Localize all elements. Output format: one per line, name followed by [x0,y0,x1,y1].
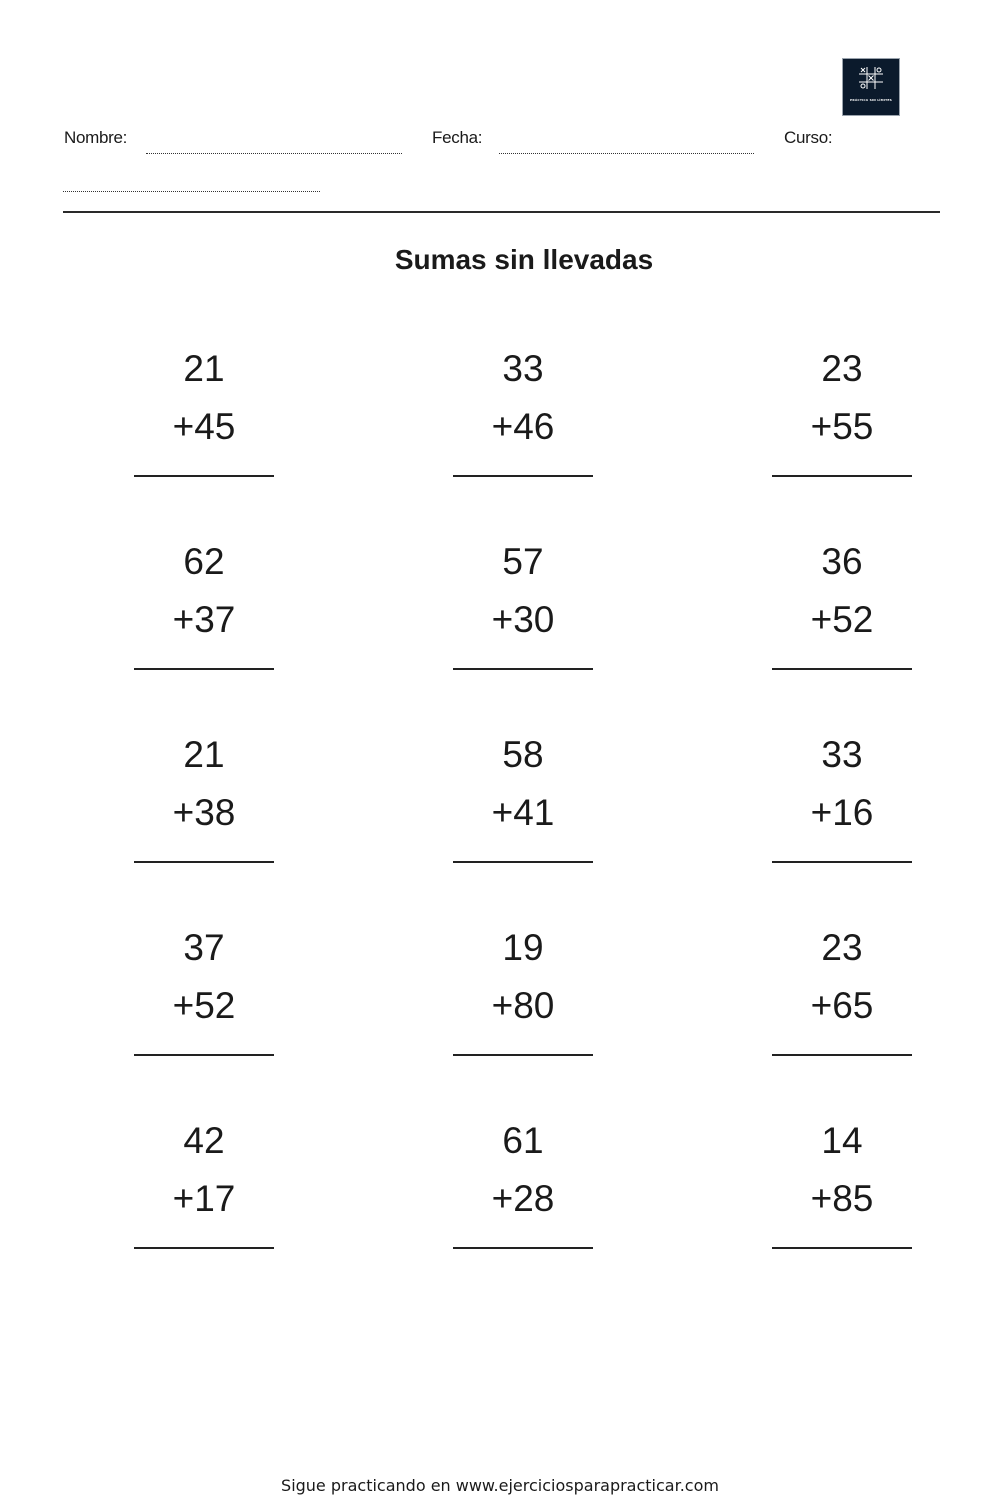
second-addend: +28 [491,1178,555,1219]
answer-line[interactable] [772,861,912,863]
name-field-line[interactable] [146,153,402,154]
answer-line[interactable] [772,1247,912,1249]
first-addend: 42 [183,1120,225,1161]
header-divider [63,211,940,213]
first-addend: 33 [502,348,544,389]
tic-tac-toe-grid-icon [843,59,899,115]
first-addend: 58 [502,734,544,775]
answer-line[interactable] [772,475,912,477]
answer-line[interactable] [453,861,593,863]
course-field-line[interactable] [63,191,320,192]
name-label: Nombre: [64,128,128,147]
answer-line[interactable] [453,1054,593,1056]
answer-line[interactable] [772,1054,912,1056]
second-addend: +30 [491,599,555,640]
second-addend: +17 [172,1178,236,1219]
first-addend: 62 [183,541,225,582]
first-addend: 21 [183,348,225,389]
answer-line[interactable] [134,861,274,863]
second-addend: +38 [172,792,236,833]
second-addend: +16 [810,792,874,833]
brand-logo [843,59,899,115]
second-addend: +85 [810,1178,874,1219]
logo-text: PRÁCTICA SIN LÍMITES [850,98,892,102]
answer-line[interactable] [453,1247,593,1249]
answer-line[interactable] [772,668,912,670]
second-addend: +52 [810,599,874,640]
first-addend: 37 [183,927,225,968]
page-title: Sumas sin llevadas [394,244,654,275]
answer-line[interactable] [453,668,593,670]
second-addend: +52 [172,985,236,1026]
first-addend: 57 [502,541,544,582]
second-addend: +80 [491,985,555,1026]
first-addend: 33 [821,734,863,775]
second-addend: +46 [491,406,555,447]
answer-line[interactable] [134,1054,274,1056]
first-addend: 19 [502,927,544,968]
course-label: Curso: [784,128,833,147]
answer-line[interactable] [134,1247,274,1249]
second-addend: +41 [491,792,555,833]
answer-line[interactable] [134,668,274,670]
answer-line[interactable] [134,475,274,477]
first-addend: 14 [821,1120,863,1161]
first-addend: 21 [183,734,225,775]
footer-text: Sigue practicando en www.ejerciciosparapracticar.com [281,1476,719,1495]
first-addend: 23 [821,927,863,968]
first-addend: 23 [821,348,863,389]
date-label: Fecha: [432,128,483,147]
second-addend: +65 [810,985,874,1026]
second-addend: +55 [810,406,874,447]
second-addend: +45 [172,406,236,447]
first-addend: 36 [821,541,863,582]
first-addend: 61 [502,1120,544,1161]
answer-line[interactable] [453,475,593,477]
second-addend: +37 [172,599,236,640]
date-field-line[interactable] [499,153,754,154]
